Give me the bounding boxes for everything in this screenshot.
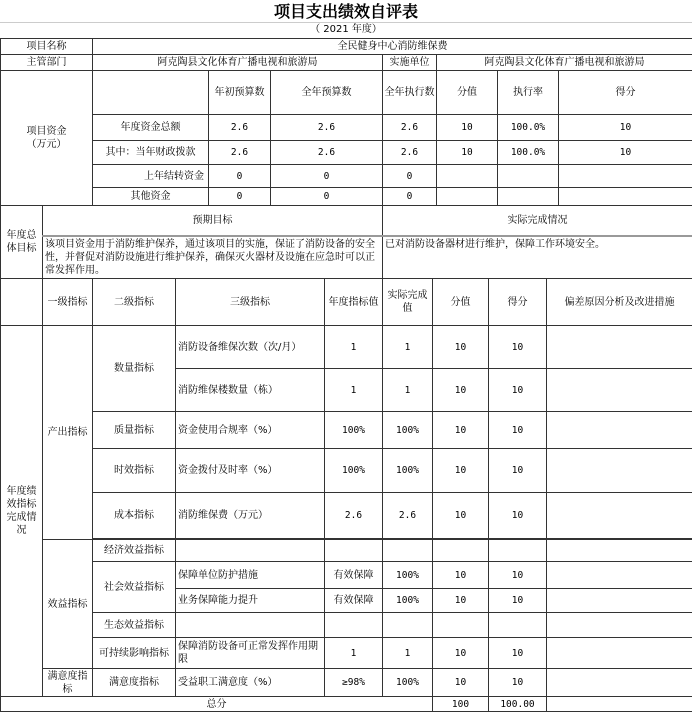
score-value: 10: [489, 669, 547, 697]
funds-row: [1, 141, 692, 165]
funds-annual: 2.6: [271, 141, 383, 165]
page-title: 项目支出绩效自评表: [0, 0, 692, 23]
actual-value: 100%: [383, 589, 433, 613]
target-value: 100%: [325, 412, 383, 449]
funds-weight: 10: [437, 141, 498, 165]
goals-content-row: [1, 236, 692, 279]
funds-row-label: 其中：当年财政拨款: [93, 141, 209, 165]
level2-sustainable: 可持续影响指标: [93, 638, 176, 669]
level2-cost: 成本指标: [93, 493, 176, 539]
level2-social: 社会效益指标: [93, 562, 176, 613]
actual-value: 1: [383, 326, 433, 369]
total-label: 总分: [1, 697, 433, 712]
indicator-row: [1, 562, 692, 589]
funds-rate: 100.0%: [498, 141, 559, 165]
actual-value: 100%: [383, 669, 433, 697]
total-row: [1, 697, 692, 712]
actual-value: 100%: [383, 449, 433, 493]
funds-rate: [498, 188, 559, 206]
deviation-note: [547, 540, 692, 562]
funds-header-score: 得分: [559, 71, 692, 115]
header-level3: 三级指标: [176, 279, 325, 326]
funds-table: [0, 70, 692, 206]
weight-value: 10: [433, 369, 489, 412]
score-value: 10: [489, 638, 547, 669]
indicator-row: [1, 669, 692, 697]
impl-value: 阿克陶县文化体育广播电视和旅游局: [437, 55, 692, 71]
funds-rate: [498, 165, 559, 188]
level2-ecological: 生态效益指标: [93, 613, 176, 638]
level1-output: 产出指标: [43, 326, 93, 540]
actual-value: [383, 540, 433, 562]
deviation-note: [547, 589, 692, 613]
department-row: [1, 55, 692, 71]
deviation-note: [547, 412, 692, 449]
goals-section-label: 年度总体目标: [1, 206, 43, 279]
indicator-row: [1, 493, 692, 539]
weight-value: 10: [433, 326, 489, 369]
weight-value: 10: [433, 412, 489, 449]
header-actual: 实际完成值: [383, 279, 433, 326]
weight-value: 10: [433, 669, 489, 697]
deviation-note: [547, 562, 692, 589]
funds-header-weight: 分值: [437, 71, 498, 115]
indicator-row: [1, 540, 692, 562]
dept-label: 主管部门: [1, 55, 93, 71]
weight-value: 10: [433, 562, 489, 589]
level2-timeliness: 时效指标: [93, 449, 176, 493]
score-value: 10: [489, 369, 547, 412]
level3-indicator: 资金使用合规率（%）: [176, 412, 325, 449]
level3-indicator: [176, 613, 325, 638]
target-value: 有效保障: [325, 562, 383, 589]
score-value: [489, 613, 547, 638]
target-value: 1: [325, 638, 383, 669]
header-level1: 一级指标: [43, 279, 93, 326]
actual-result-text: 已对消防设备器材进行维护，保障工作环境安全。: [383, 236, 692, 279]
score-value: 10: [489, 589, 547, 613]
funds-weight: 10: [437, 115, 498, 141]
level2-satisfaction: 满意度指标: [93, 669, 176, 697]
funds-annual: 0: [271, 165, 383, 188]
level3-indicator: 受益职工满意度（%）: [176, 669, 325, 697]
level3-indicator: 消防维保楼数量（栋）: [176, 369, 325, 412]
funds-header-row: [1, 71, 692, 115]
actual-value: 100%: [383, 412, 433, 449]
level3-indicator: 资金拨付及时率（%）: [176, 449, 325, 493]
project-name-row: [1, 39, 692, 55]
total-weight: 100: [433, 697, 489, 712]
level2-quantity: 数量指标: [93, 326, 176, 412]
funds-score: [559, 165, 692, 188]
level3-indicator: 保障消防设备可正常发挥作用期限: [176, 638, 325, 669]
level3-indicator: 消防维保费（万元）: [176, 493, 325, 539]
deviation-note: [547, 613, 692, 638]
funds-initial: 2.6: [209, 141, 271, 165]
weight-value: 10: [433, 493, 489, 539]
funds-weight: [437, 188, 498, 206]
level3-indicator: 业务保障能力提升: [176, 589, 325, 613]
dept-value: 阿克陶县文化体育广播电视和旅游局: [93, 55, 383, 71]
funds-row: [1, 188, 692, 206]
funds-score: [559, 188, 692, 206]
funds-header-blank: [93, 71, 209, 115]
indicator-row: [1, 449, 692, 493]
funds-section-label: 项目资金 （万元）: [1, 71, 93, 206]
indicator-row: [1, 638, 692, 669]
deviation-note: [547, 493, 692, 539]
funds-rate: 100.0%: [498, 115, 559, 141]
funds-row-label: 年度资金总额: [93, 115, 209, 141]
weight-value: 10: [433, 449, 489, 493]
project-name-value: 全民健身中心消防维保费: [93, 39, 692, 55]
funds-header-annual: 全年预算数: [271, 71, 383, 115]
weight-value: 10: [433, 589, 489, 613]
impl-label: 实施单位: [383, 55, 437, 71]
funds-executed: 0: [383, 165, 437, 188]
deviation-note: [547, 369, 692, 412]
indicators-table: [0, 278, 692, 712]
level1-benefit: 效益指标: [43, 540, 93, 669]
actual-result-header: 实际完成情况: [383, 206, 692, 236]
goals-table: [0, 205, 692, 279]
level2-economic: 经济效益指标: [93, 540, 176, 562]
funds-executed: 2.6: [383, 141, 437, 165]
funds-score: 10: [559, 115, 692, 141]
funds-annual: 2.6: [271, 115, 383, 141]
level3-indicator: 保障单位防护措施: [176, 562, 325, 589]
funds-executed: 0: [383, 188, 437, 206]
funds-initial: 2.6: [209, 115, 271, 141]
deviation-note: [547, 326, 692, 369]
deviation-note: [547, 638, 692, 669]
indicators-header-row: [1, 279, 692, 326]
weight-value: [433, 613, 489, 638]
deviation-note: [547, 449, 692, 493]
actual-value: 100%: [383, 562, 433, 589]
score-value: 10: [489, 326, 547, 369]
level3-indicator: 消防设备维保次数（次/月）: [176, 326, 325, 369]
expected-goal-text: 该项目资金用于消防维护保养，通过该项目的实施，保证了消防设备的安全性，并督促对消防设施进行维护保养，确保灭火器材及设施在应急时可以正常发挥作用。: [43, 236, 383, 279]
funds-row: [1, 115, 692, 141]
target-value: [325, 613, 383, 638]
actual-value: 1: [383, 638, 433, 669]
target-value: ≥98%: [325, 669, 383, 697]
indicators-header-blank: [1, 279, 43, 326]
score-value: [489, 540, 547, 562]
level3-indicator: [176, 540, 325, 562]
target-value: 1: [325, 326, 383, 369]
target-value: 有效保障: [325, 589, 383, 613]
project-info-table: [0, 38, 692, 71]
score-value: 10: [489, 412, 547, 449]
indicator-row: [1, 613, 692, 638]
total-score: 100.00: [489, 697, 547, 712]
deviation-note: [547, 669, 692, 697]
score-value: 10: [489, 449, 547, 493]
fiscal-year: （ 2021 年度）: [0, 22, 692, 38]
funds-header-rate: 执行率: [498, 71, 559, 115]
header-target: 年度指标值: [325, 279, 383, 326]
funds-annual: 0: [271, 188, 383, 206]
indicator-row: [1, 412, 692, 449]
indicator-row: [1, 326, 692, 369]
funds-initial: 0: [209, 188, 271, 206]
target-value: [325, 540, 383, 562]
funds-weight: [437, 165, 498, 188]
level2-quality: 质量指标: [93, 412, 176, 449]
funds-score: 10: [559, 141, 692, 165]
funds-header-initial: 年初预算数: [209, 71, 271, 115]
target-value: 1: [325, 369, 383, 412]
weight-value: [433, 540, 489, 562]
header-weight: 分值: [433, 279, 489, 326]
funds-header-executed: 全年执行数: [383, 71, 437, 115]
target-value: 100%: [325, 449, 383, 493]
funds-executed: 2.6: [383, 115, 437, 141]
actual-value: 2.6: [383, 493, 433, 539]
score-value: 10: [489, 493, 547, 539]
level1-satisfaction: 满意度指标: [43, 669, 93, 697]
funds-initial: 0: [209, 165, 271, 188]
target-value: 2.6: [325, 493, 383, 539]
weight-value: 10: [433, 638, 489, 669]
total-note: [547, 697, 692, 712]
funds-row: [1, 165, 692, 188]
header-deviation: 偏差原因分析及改进措施: [547, 279, 692, 326]
header-score: 得分: [489, 279, 547, 326]
actual-value: [383, 613, 433, 638]
indicators-section-label: 年度绩效指标完成情况: [1, 326, 43, 697]
score-value: 10: [489, 562, 547, 589]
funds-row-label: 上年结转资金: [93, 165, 209, 188]
expected-goal-header: 预期目标: [43, 206, 383, 236]
funds-row-label: 其他资金: [93, 188, 209, 206]
actual-value: 1: [383, 369, 433, 412]
project-name-label: 项目名称: [1, 39, 93, 55]
header-level2: 二级指标: [93, 279, 176, 326]
goals-header-row: [1, 206, 692, 236]
